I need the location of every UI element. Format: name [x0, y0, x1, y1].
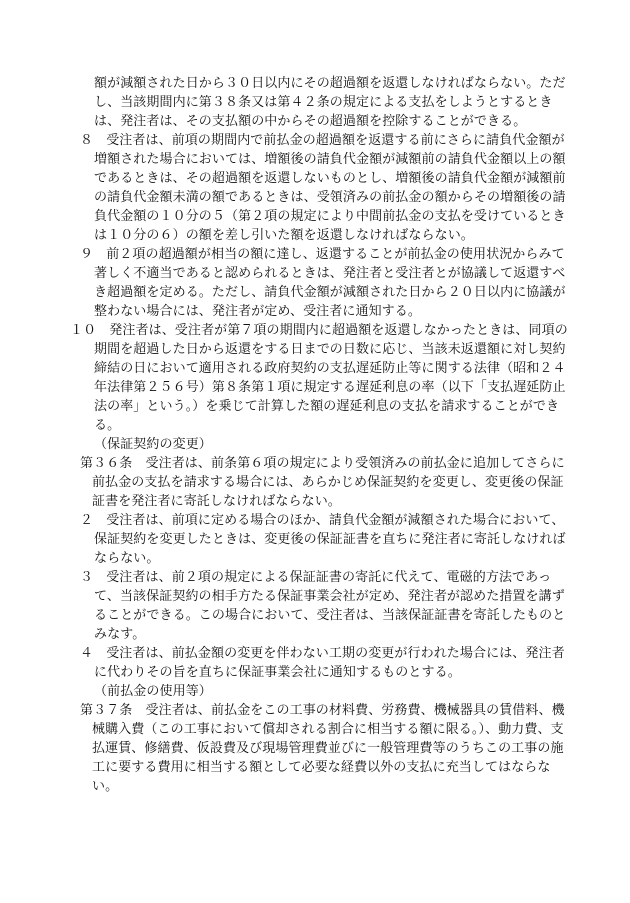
article-36-paragraph-3: ３ 受注者は、前２項の規定による保証証書の寄託に代えて、電磁的方法であって、当該保証契約の相手方たる保証事業会社が定め、発注者が認めた措置を講ずることができる。この場合において、受注者は、当該保証証書を寄託したものとみなす。: [80, 570, 566, 642]
article-37-paragraph-1: 第３７条 受注者は、前払金をこの工事の材料費、労務費、機械器具の賃借料、機械購入費（この工事において償却される割合に相当する額に限る。）、動力費、支払運賃、修繕費、仮設費及び現場管理費並びに一般管理費等のうちこの工事の施工に要する費用に相当する額として必要な経費以外の支払に充当してはならない。: [80, 703, 565, 794]
article-36-paragraph-1: 第３６条 受注者は、前条第６項の規定により受領済みの前払金に追加してさらに前払金の支払を請求する場合には、あらかじめ保証契約を変更し、変更後の保証証書を発注者に寄託しなければならない。: [80, 456, 565, 509]
paragraph-7-continuation: 額が減額された日から３０日以内にその超過額を返還しなければならない。ただし、当該期間内に第３８条又は第４２条の規定による支払をしようとするときは、発注者は、その支払額の中からその超過額を控除することができる。: [94, 76, 566, 129]
paragraph-8: ８ 受注者は、前項の期間内で前払金の超過額を返還する前にさらに請負代金額が増額された場合においては、増額後の請負代金額が減額前の請負代金額以上の額であるときは、その超過額を返還しないものとし、増額後の請負代金額が減額前の請負代金額未満の額であるときは、受領済みの前払金の額からその増額後の請負代金額の１０分の５（第２項の規定により中間前払金の支払を受けているときは１０分の６）の額を差し引いた額を返還しなければならない。: [80, 133, 566, 243]
article-36-paragraph-2: ２ 受注者は、前項に定める場合のほか、請負代金額が減額された場合において、保証契約を変更したときは、変更後の保証証書を直ちに発注者に寄託しなければならない。: [80, 513, 566, 566]
article-37-heading: （前払金の使用等）: [94, 684, 212, 699]
article-36-heading: （保証契約の変更）: [94, 437, 212, 452]
paragraph-10: １０ 発注者は、受注者が第７項の期間内に超過額を返還しなかったときは、同項の期間を超過した日から返還をする日までの日数に応じ、当該未返還額に対し契約締結の日において適用される政府契約の支払遅延防止等に関する法律（昭和２４年法律第２５６号）第８条第１項に規定する遅延利息の率（以下「支払遅延防止法の率」という。）を乗じて計算した額の遅延利息の支払を請求することができる。: [70, 323, 568, 433]
article-36-paragraph-4: ４ 受注者は、前払金額の変更を伴わない工期の変更が行われた場合には、発注者に代わりその旨を直ちに保証事業会社に通知するものとする。: [80, 646, 565, 680]
paragraph-9: ９ 前２項の超過額が相当の額に達し、返還することが前払金の使用状況からみて著しく不適当であると認められるときは、発注者と受注者とが協議して返還すべき超過額を定める。ただし、請負代金額が減額された日から２０日以内に協議が整わない場合には、発注者が定め、受注者に通知する。: [80, 247, 566, 319]
